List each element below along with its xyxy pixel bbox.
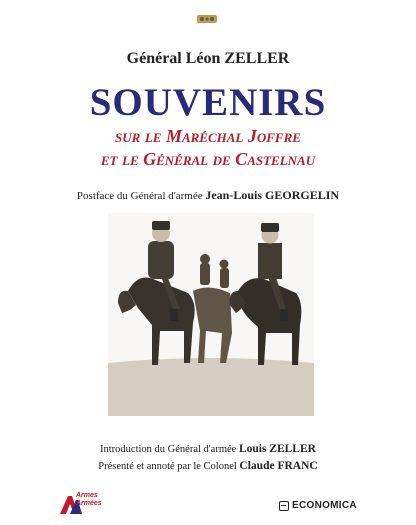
- publisher-name: ECONOMICA: [292, 500, 357, 511]
- logo-left-line1: Armes: [76, 492, 98, 499]
- logo-left-line2: Armées: [76, 500, 102, 507]
- author-name: Général Léon ZELLER: [126, 50, 290, 67]
- intro-name: Louis ZELLER: [238, 443, 316, 455]
- postface-prefix: Postface du Général d'armée: [76, 190, 206, 202]
- ornament-icon: [196, 12, 218, 26]
- subtitle-line-2: et le Général de Castelnau: [100, 149, 316, 169]
- economica-mark-icon: [279, 501, 289, 511]
- subtitle-line-1: sur le Maréchal Joffre: [115, 126, 301, 146]
- postface-name: Jean-Louis GEORGELIN: [205, 188, 340, 202]
- postface-credit: [0, 188, 416, 203]
- book-title: SOUVENIRS: [89, 81, 327, 124]
- publisher-logo: [279, 500, 357, 511]
- intro-prefix: Introduction du Général d'armée: [100, 444, 239, 455]
- presented-prefix: Présenté et annoté par le Colonel: [98, 461, 240, 472]
- armes-armees-logo-text: [76, 492, 102, 508]
- intro-credit: [0, 443, 416, 455]
- cover-photo: [108, 213, 314, 416]
- presented-credit: [0, 460, 416, 472]
- presented-name: Claude FRANC: [239, 460, 318, 472]
